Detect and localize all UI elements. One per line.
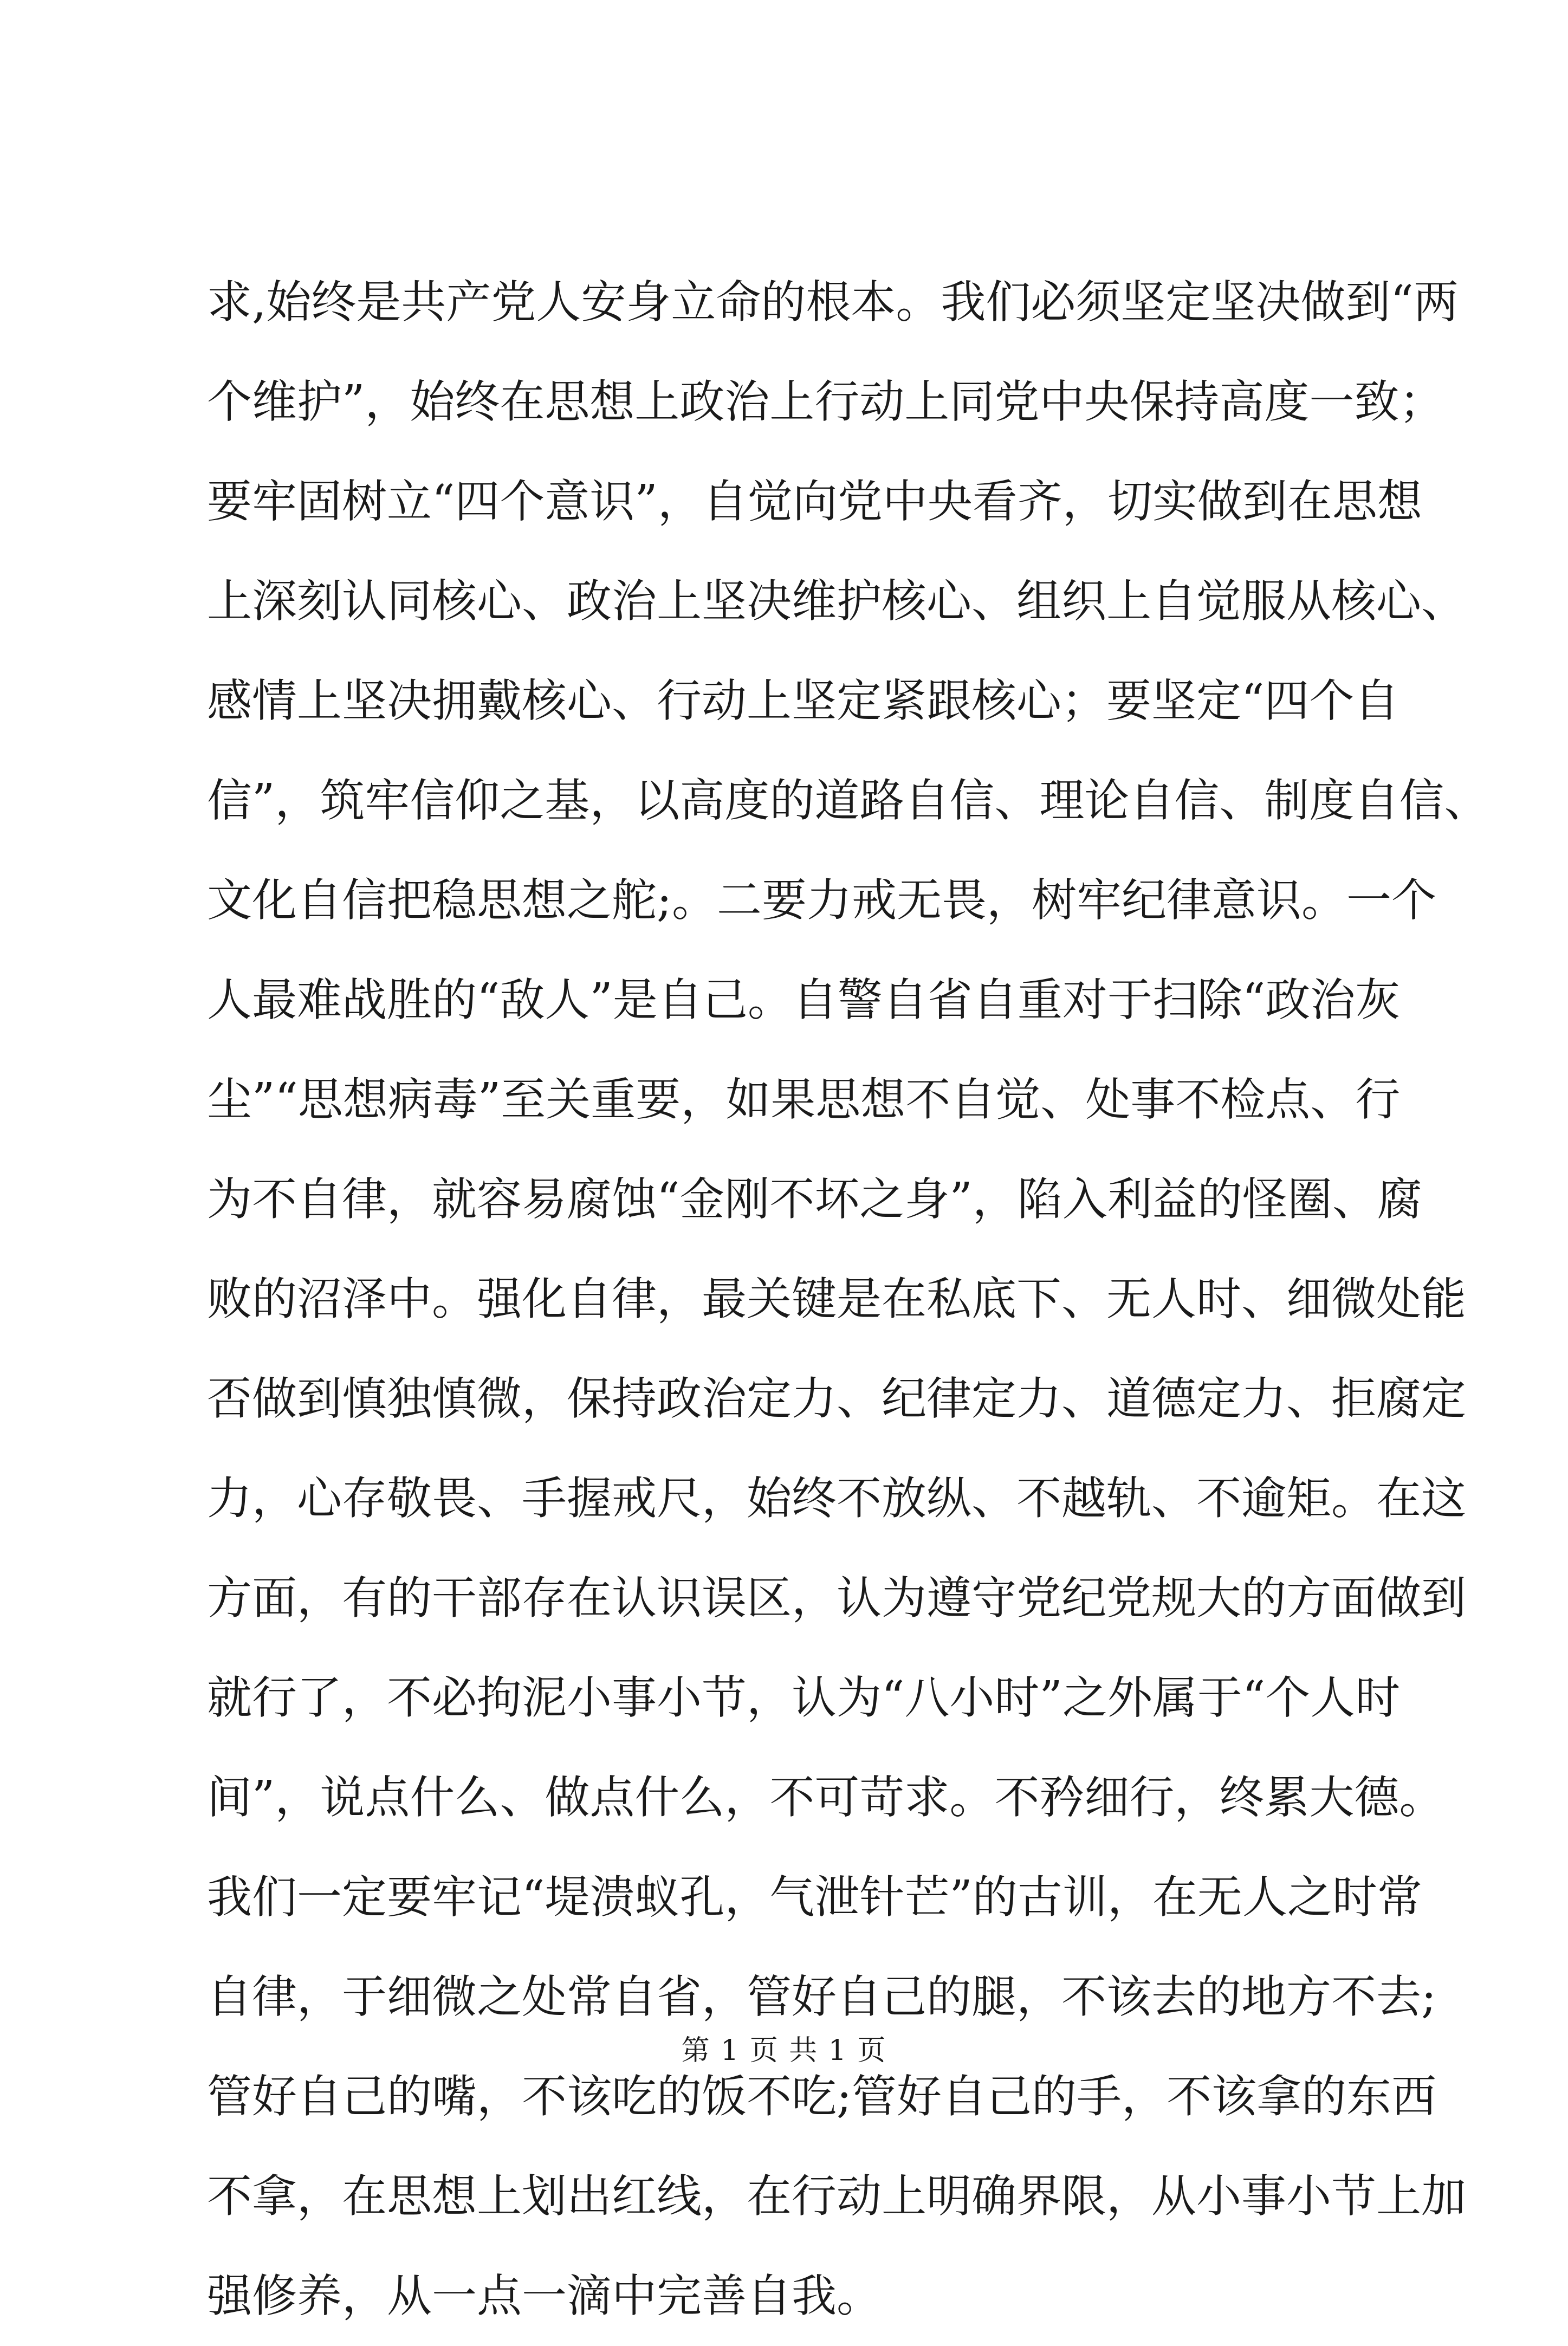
text-line: 人最难战胜的“敌人”是自己。自警自省自重对于扫除“政治灰 xyxy=(207,974,1401,1026)
text-line: 力，心存敬畏、手握戒尺，始终不放纵、不越轨、不逾矩。在这 xyxy=(207,1472,1466,1525)
text-line: 上深刻认同核心、政治上坚决维护核心、组织上自觉服从核心、 xyxy=(207,575,1466,627)
text-line: 要牢固树立“四个意识”，自觉向党中央看齐，切实做到在思想 xyxy=(207,475,1422,528)
text-line: 信”，筑牢信仰之基，以高度的道路自信、理论自信、制度自信、 xyxy=(207,774,1489,827)
text-line: 败的沼泽中。强化自律，最关键是在私底下、无人时、细微处能 xyxy=(207,1273,1466,1325)
text-line: 文化自信把稳思想之舵;。二要力戒无畏，树牢纪律意识。一个 xyxy=(207,874,1436,926)
text-line: 尘”“思想病毒”至关重要，如果思想不自觉、处事不检点、行 xyxy=(207,1073,1401,1126)
text-line: 管好自己的嘴，不该吃的饭不吃;管好自己的手，不该拿的东西 xyxy=(207,2070,1436,2123)
text-line: 方面，有的干部存在认识误区，认为遵守党纪党规大的方面做到 xyxy=(207,1572,1466,1624)
text-line: 感情上坚决拥戴核心、行动上坚定紧跟核心；要坚定“四个自 xyxy=(207,675,1399,727)
text-line: 不拿，在思想上划出红线，在行动上明确界限，从小事小节上加 xyxy=(207,2170,1466,2222)
text-line: 我们一定要牢记“堤溃蚁孔，气泄针芒”的古训，在无人之时常 xyxy=(207,1871,1422,1923)
text-line: 否做到慎独慎微，保持政治定力、纪律定力、道德定力、拒腐定 xyxy=(207,1372,1466,1425)
text-line: 求,始终是共产党人安身立命的根本。我们必须坚定坚决做到“两 xyxy=(207,276,1459,328)
text-line: 为不自律，就容易腐蚀“金刚不坏之身”，陷入利益的怪圈、腐 xyxy=(207,1173,1422,1226)
text-line: 自律，于细微之处常自省，管好自己的腿，不该去的地方不去; xyxy=(207,1971,1436,2023)
text-line-last: 强修养，从一点一滴中完善自我。 xyxy=(207,2270,882,2322)
page-number-footer: 第 1 页 共 1 页 xyxy=(681,2034,887,2067)
text-line: 个维护”，始终在思想上政治上行动上同党中央保持高度一致； xyxy=(207,375,1444,428)
text-line: 间”，说点什么、做点什么，不可苛求。不矜细行，终累大德。 xyxy=(207,1771,1444,1824)
text-line: 就行了，不必拘泥小事小节，认为“八小时”之外属于“个人时 xyxy=(207,1671,1401,1724)
